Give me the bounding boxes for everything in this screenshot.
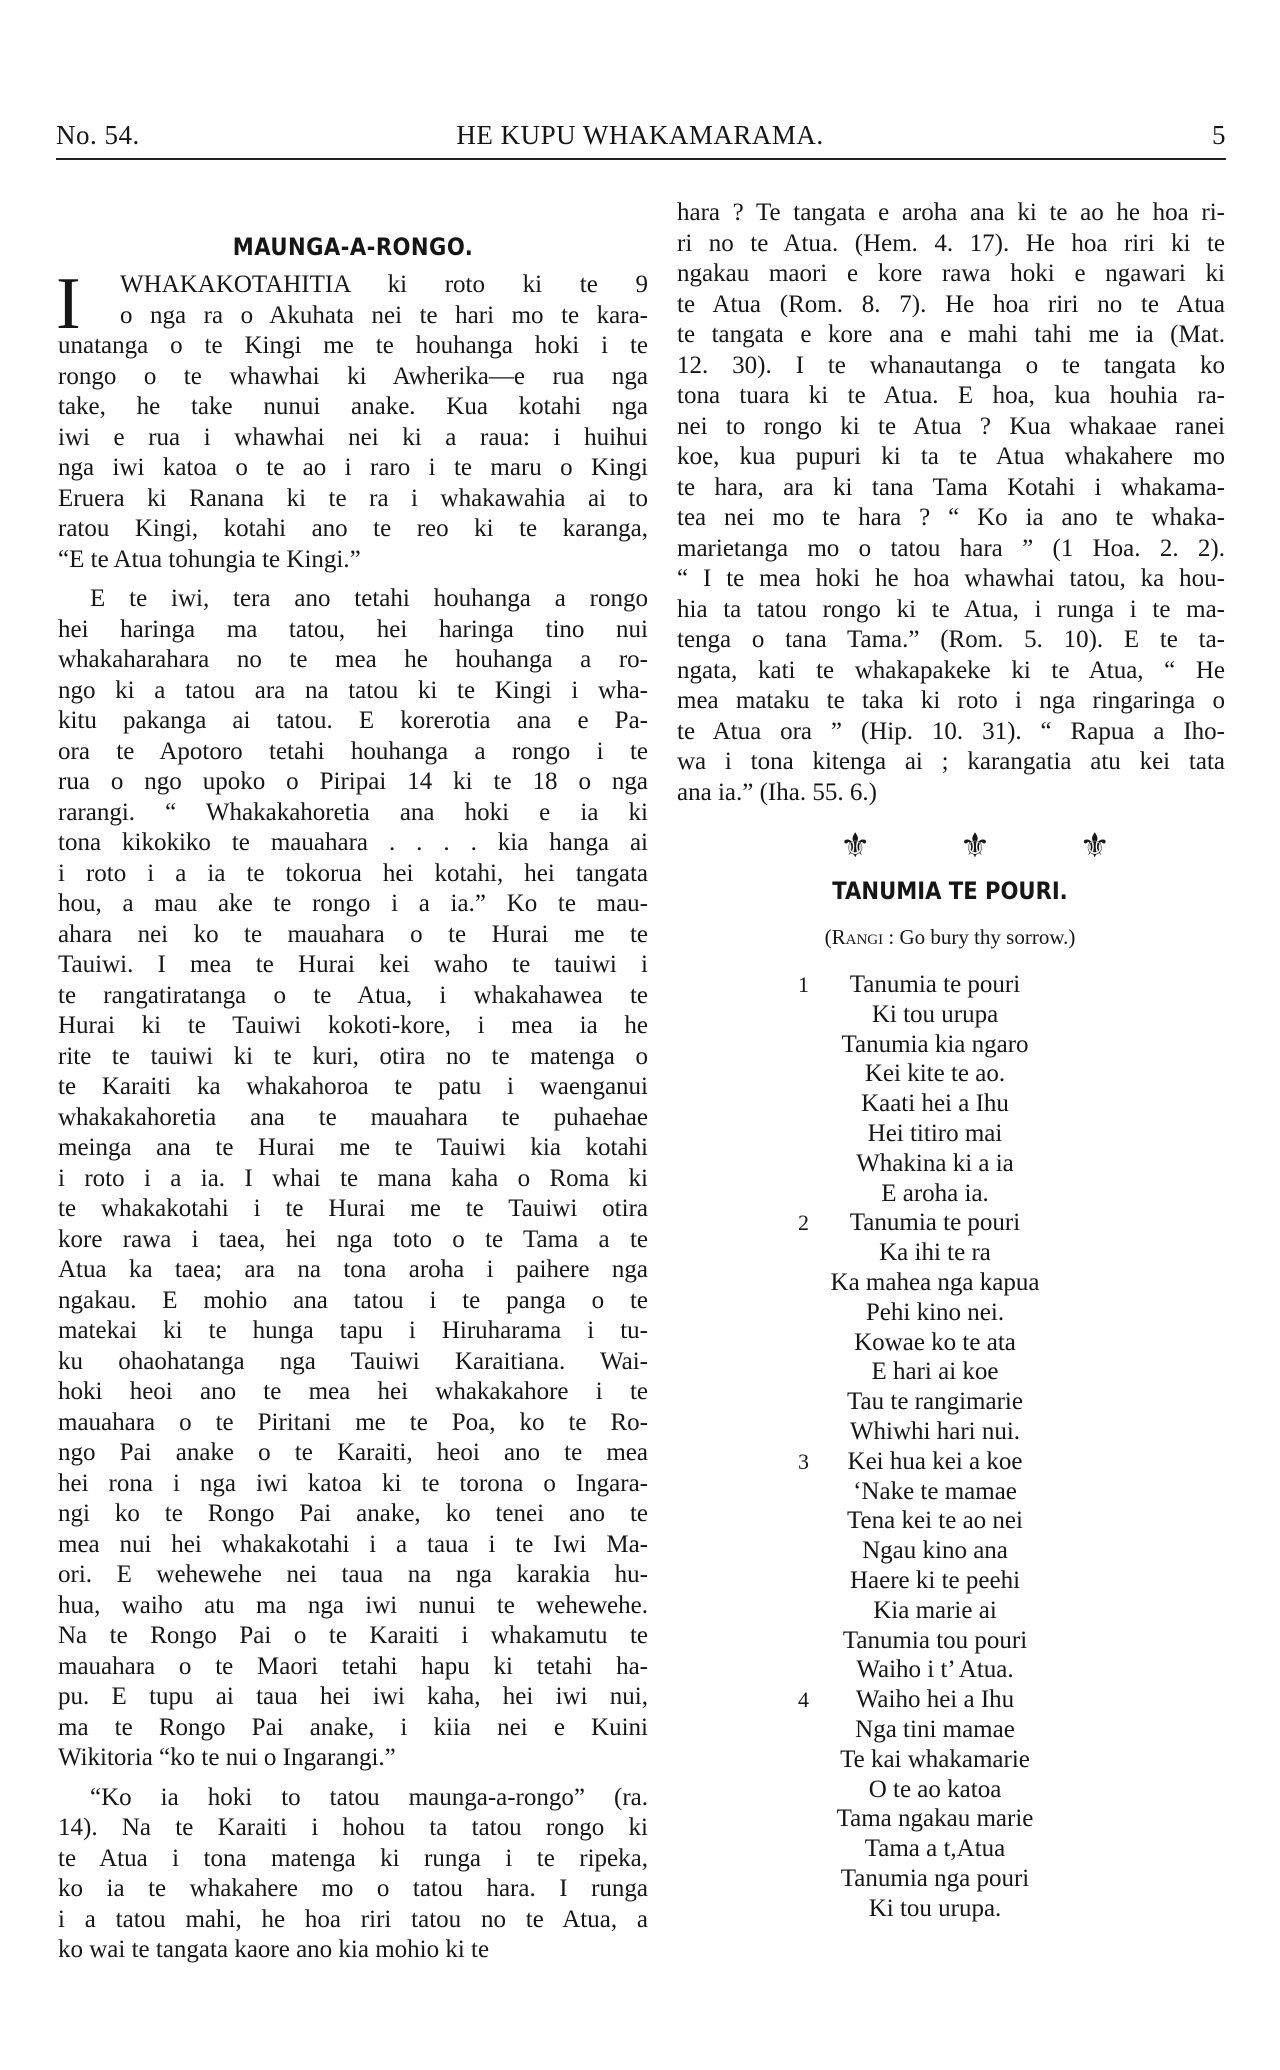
text-line: ngata, kati te whakapakeke ki te Atua, “ He (677, 656, 1225, 684)
fleur-de-lis-icon: ⚜ (959, 828, 991, 865)
text-line: wa i tona kitenga ai ; karangatia atu kei tata (677, 748, 1225, 775)
hymn-line (770, 1417, 1100, 1447)
text-line: hara ? Te tangata e aroha ana ki te ao he hoa ri- (677, 199, 1225, 226)
hymn-line (770, 1357, 1100, 1387)
text-line: te whakakotahi i te Hurai me te Tauiwi otira (58, 1195, 648, 1222)
hymn-line (770, 970, 1100, 1000)
running-title: HE KUPU WHAKAMARAMA. (456, 120, 824, 150)
hymn-line-text: ‘Nake te mamae (853, 1477, 1017, 1505)
hymn-line-text: Whakina ki a ia (856, 1149, 1014, 1177)
page-number: 5 (1212, 120, 1226, 150)
text-line: “ I te mea hoki he hoa whawhai tatou, ka hou- (677, 565, 1225, 592)
paragraph-1 (56, 263, 648, 575)
text-line: ngi ko te Rongo Pai anake, ko tenei ano te (58, 1500, 648, 1527)
hymn-line (770, 1208, 1100, 1238)
hymn-line-text: E aroha ia. (881, 1179, 989, 1207)
hymn-line (770, 1268, 1100, 1298)
text-line: 14). Na te Karaiti i hohou ta tatou rongo ki (58, 1814, 648, 1841)
hymn-line-text: Haere ki te peehi (849, 1566, 1021, 1594)
tune-name: Go bury thy sorrow.) (899, 925, 1076, 949)
text-line: te Karaiti ka whakahoroa te patu i waenganui (58, 1073, 648, 1100)
hymn-line-text: Tanumia te pouri (849, 971, 1021, 998)
hymn-line-text: E hari ai koe (871, 1358, 999, 1386)
tune-label: (Rangi : (824, 925, 895, 949)
hymn-line-text: Nga tini mamae (855, 1715, 1015, 1743)
text-line: te Atua ora ” (Hip. 10. 31). “ Rapua a Iho- (677, 717, 1225, 745)
paragraph-continued (677, 198, 1225, 808)
hymn-line (770, 1238, 1100, 1268)
hymn-line-text: Kei kite te ao. (864, 1060, 1006, 1088)
text-line: Eruera ki Ranana ki te ra i whakawahia ai to (58, 484, 648, 512)
hymn-line (770, 1059, 1100, 1089)
text-line: ngakau maori e kore rawa hoki e ngawari ki (677, 260, 1225, 287)
hymn-line-text: Kowae ko te ata (854, 1328, 1016, 1356)
text-line: Tauiwi. I mea te Hurai kei waho te tauiwi i (58, 951, 648, 978)
right-column (677, 198, 1225, 808)
hymn-line-text: Tama a t,Atua (864, 1835, 1006, 1863)
hymn-line (770, 1804, 1100, 1834)
text-line: o nga ra o Akuhata nei te hari mo te kara- (120, 301, 648, 329)
text-line: kore rawa i taea, hei nga toto o te Tama a te (58, 1225, 648, 1253)
text-line: ko ia te whakahere mo o tatou hara. I runga (58, 1875, 648, 1902)
hymn-line (770, 1089, 1100, 1119)
hymn-line (770, 1596, 1100, 1626)
text-line: Hurai ki te Tauiwi kokoti-kore, i mea ia he (58, 1012, 648, 1039)
text-line: rite te tauiwi ki te kuri, otira no te matenga o (58, 1042, 648, 1070)
text-line: iwi e rua i whawhai nei ki a raua: i huihui (58, 423, 648, 451)
text-line: rongo o te whawhai ki Awherika—e rua nga (58, 362, 648, 390)
hymn-line (770, 1745, 1100, 1775)
text-line: ngo ki a tatou ara na tatou ki te Kingi i wha- (58, 676, 648, 704)
text-line: mea nui hei whakakotahi i a taua i te Iwi Ma- (58, 1530, 648, 1558)
text-line: tea nei mo te hara ? “ Ko ia ano te whaka- (677, 504, 1225, 531)
text-line: Wikitoria “ko te nui o Ingarangi.” (58, 1744, 396, 1771)
text-line: ori. E wehewehe nei taua na nga karakia hu- (58, 1561, 648, 1588)
text-line: “Ko ia hoki to tatou maunga-a-rongo” (ra. (90, 1783, 648, 1811)
hymn-line-text: Whiwhi hari nui. (849, 1417, 1021, 1445)
text-line: ku ohaohatanga nga Tauiwi Karaitiana. Wai- (58, 1347, 648, 1375)
hymn-line (770, 1655, 1100, 1685)
hymn-line (770, 1000, 1100, 1030)
hymn-line (770, 1864, 1100, 1894)
text-line: take, he take nunui anake. Kua kotahi nga (58, 393, 648, 420)
hymn-line (770, 1477, 1100, 1507)
hymn-line-text: Tanumia te pouri (849, 1209, 1021, 1237)
hymn-verses (770, 970, 1100, 1924)
text-line: hou, a mau ake te rongo i a ia.” Ko te mau- (58, 890, 648, 917)
text-line: hei haringa ma tatou, hei haringa tino nui (58, 615, 648, 643)
hymn-line (770, 1119, 1100, 1149)
text-line: i roto i a ia te tokorua hei kotahi, hei tangata (58, 859, 648, 887)
hymn-line-text: Ngau kino ana (862, 1537, 1008, 1565)
text-line: te tangata e kore ana e mahi tahi me ia (Mat. (677, 321, 1225, 348)
verse-number: 4 (798, 1687, 809, 1713)
text-line: te rangatiratanga o te Atua, i whakahawea te (58, 981, 648, 1009)
text-line: 12. 30). I te whanautanga o te tangata ko (677, 351, 1225, 379)
text-line: pu. E tupu ai taua hei iwi kaha, hei iwi nui, (58, 1683, 648, 1710)
text-line: marietanga mo o tatou hara ” (1 Hoa. 2. 2). (677, 534, 1225, 562)
text-line: hei rona i nga iwi katoa ki te torona o Ingara- (58, 1469, 648, 1497)
text-line: ngakau. E mohio ana tatou i te panga o te (58, 1286, 648, 1314)
text-line: “E te Atua tohungia te Kingi.” (58, 545, 361, 573)
hymn-line-text: Tanumia kia ngaro (841, 1030, 1029, 1058)
hymn-line-text: O te ao katoa (868, 1775, 1002, 1803)
hymn-line-text: Waiho hei a Ihu (855, 1686, 1015, 1714)
hymn-tune (790, 925, 1110, 950)
hymn-line (770, 1715, 1100, 1745)
hymn-line-text: Te kai whakamarie (840, 1745, 1030, 1773)
text-line: mauahara o te Piritani me te Poa, ko te Ro- (58, 1408, 648, 1436)
fleuron-divider (840, 826, 1110, 866)
text-line: ahara nei ko te mauahara o te Hurai me te (58, 920, 648, 948)
verse-number: 2 (798, 1210, 809, 1236)
header-rule (56, 158, 1226, 160)
text-line: E te iwi, tera ano tetahi houhanga a rongo (90, 585, 648, 612)
hymn-title: TANUMIA TE POURI. (832, 877, 1068, 905)
text-line: te Atua i tona matenga ki runga i te ripeka, (58, 1844, 648, 1872)
text-line: tona kikokiko te mauahara . . . . kia hanga ai (58, 829, 648, 856)
hymn-line-text: Kia marie ai (873, 1596, 997, 1624)
hymn-line-text: Kaati hei a Ihu (861, 1090, 1009, 1118)
hymn-line (770, 1566, 1100, 1596)
hymn-line (770, 1447, 1100, 1477)
text-line: nga iwi katoa o te ao i raro i te maru o Kingi (58, 454, 648, 481)
text-line: matekai ki te hunga tapu i Hiruharama i tu- (58, 1317, 648, 1344)
article-title: MAUNGA-A-RONGO. (232, 233, 474, 261)
hymn-line (770, 1328, 1100, 1358)
text-line: ngo Pai anake o te Karaiti, heoi ano te mea (58, 1439, 648, 1466)
hymn-line-text: Tanumia nga pouri (840, 1864, 1030, 1892)
text-line: Na te Rongo Pai o te Karaiti i whakamutu te (58, 1622, 648, 1649)
text-line: hoki heoi ano te mea hei whakakahore i te (58, 1378, 648, 1405)
hymn-line-text: Tama ngakau marie (836, 1805, 1034, 1833)
hymn-line (770, 1626, 1100, 1656)
text-line: mea mataku te taka ki roto i nga ringaringa o (677, 687, 1225, 714)
hymn-line-text: Ka mahea nga kapua (830, 1268, 1040, 1296)
issue-number: No. 54. (56, 120, 140, 150)
hymn-line-text: Tena kei te ao nei (847, 1507, 1023, 1535)
text-line: whakakahoretia ana te mauahara te puhaehae (58, 1103, 648, 1131)
hymn-line (770, 1894, 1100, 1924)
hymn-line-text: Waiho i t’ Atua. (856, 1656, 1014, 1684)
text-line: whakaharahara no te mea he houhanga a ro- (58, 646, 648, 673)
text-line: te hara, ara ki tana Tama Kotahi i whakama- (677, 473, 1225, 501)
paragraph-3 (58, 1783, 648, 1966)
hymn-line-text: Ki tou urupa (871, 1000, 999, 1028)
text-line: nei to rongo ki te Atua ? Kua whakaae ranei (677, 412, 1225, 440)
hymn-line-text: Pehi kino nei. (865, 1298, 1005, 1326)
text-line: ratou Kingi, kotahi ano te reo ki te karanga, (58, 515, 648, 542)
text-line: koe, kua pupuri ki ta te Atua whakahere mo (677, 443, 1225, 470)
verse-number: 1 (798, 972, 809, 997)
text-line: tona tuara ki te Atua. E hoa, kua houhia ra- (677, 382, 1225, 409)
verse-number: 3 (798, 1448, 809, 1474)
hymn-line-text: Tau te rangimarie (847, 1388, 1023, 1416)
text-line: tenga o tana Tama.” (Rom. 5. 10). E te ta- (677, 626, 1225, 653)
left-column (58, 232, 648, 1966)
hymn-line (770, 1685, 1100, 1715)
text-line: ana ia.” (Iha. 55. 6.) (677, 778, 877, 806)
text-line: WHAKAKOTAHITIA ki roto ki te 9 (120, 271, 648, 298)
hymn-line (770, 1149, 1100, 1179)
text-line: te Atua (Rom. 8. 7). He hoa riri no te Atua (677, 290, 1225, 318)
hymn-line (770, 1536, 1100, 1566)
drop-cap: I (56, 263, 81, 345)
text-line: i a tatou mahi, he hoa riri tatou no te Atua, a (58, 1905, 648, 1933)
hymn-line (770, 1298, 1100, 1328)
hymn-line-text: Ki tou urupa. (868, 1894, 1002, 1922)
fleur-de-lis-icon: ⚜ (1079, 828, 1110, 865)
text-line: kitu pakanga ai tatou. E korerotia ana e Pa- (58, 707, 648, 734)
text-line: hia ta tatou rongo ki te Atua, i runga i te ma- (677, 595, 1225, 623)
text-line: rua o ngo upoko o Piripai 14 ki te 18 o nga (58, 768, 648, 795)
text-line: ko wai te tangata kaore ano kia mohio ki te (58, 1936, 490, 1963)
hymn-line (770, 1834, 1100, 1864)
text-line: meinga ana te Hurai me te Tauiwi kia kotahi (58, 1134, 648, 1161)
paragraph-2 (58, 584, 648, 1774)
hymn-line (770, 1775, 1100, 1805)
text-line: i roto i a ia. I whai te mana kaha o Roma ki (58, 1164, 648, 1192)
text-line: unatanga o te Kingi me te houhanga hoki i te (58, 332, 648, 359)
hymn-line (770, 1506, 1100, 1536)
hymn-line (770, 1179, 1100, 1209)
text-line: ma te Rongo Pai anake, i kiia nei e Kuini (58, 1713, 648, 1741)
text-line: ora te Apotoro tetahi houhanga a rongo i te (58, 737, 648, 765)
hymn-line-text: Ka ihi te ra (879, 1239, 991, 1267)
text-line: Atua ka taea; ara na tona aroha i paihere nga (58, 1256, 648, 1283)
text-line: hua, waiho atu ma nga iwi nunui te wehewehe. (58, 1591, 648, 1619)
hymn-line (770, 1387, 1100, 1417)
hymn-line (770, 1030, 1100, 1060)
hymn-line-text: Kei hua kei a koe (847, 1447, 1023, 1475)
text-line: rarangi. “ Whakakahoretia ana hoki e ia ki (58, 798, 648, 826)
hymn-line-text: Tanumia tou pouri (842, 1626, 1028, 1654)
hymn-line-text: Hei titiro mai (867, 1119, 1003, 1147)
fleur-de-lis-icon: ⚜ (840, 828, 871, 865)
text-line: ri no te Atua. (Hem. 4. 17). He hoa riri ki te (677, 229, 1225, 257)
text-line: mauahara o te Maori tetahi hapu ki tetahi ha- (58, 1652, 648, 1680)
